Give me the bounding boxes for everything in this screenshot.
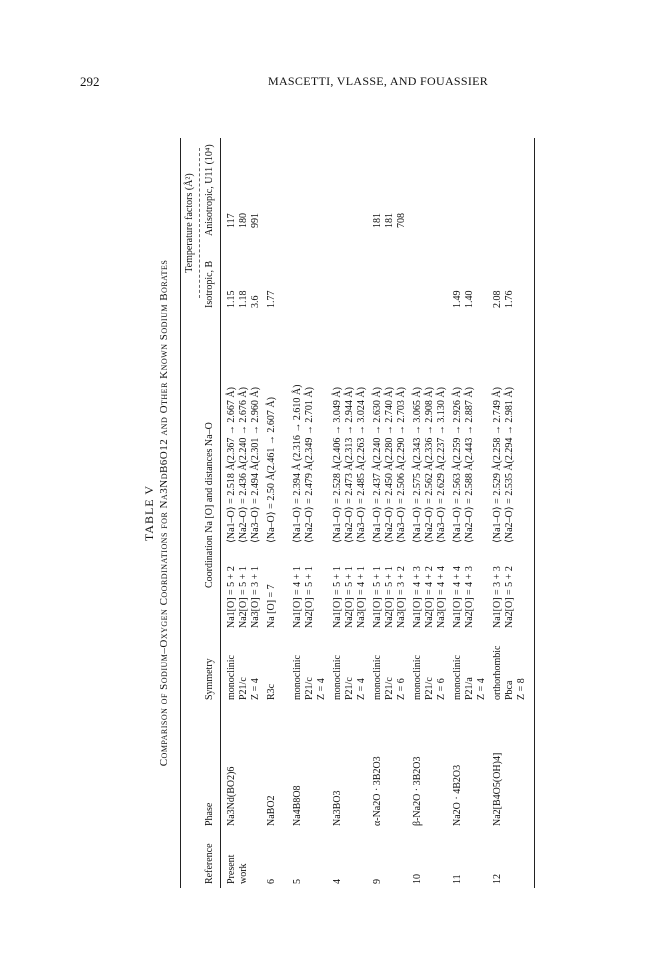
cell-line: Na2[O] = 5 + 1 xyxy=(304,566,315,628)
cell-symmetry xyxy=(372,655,408,700)
cell-line: ⟨Na1–O⟩ = 2.437 Å(2.240 → 2.630 Å) xyxy=(372,387,383,543)
cell-line: 180 xyxy=(238,213,249,228)
cell-line: Na1[O] = 4 + 3 xyxy=(412,566,423,628)
cell-line: work xyxy=(238,863,249,884)
cell-line: monoclinic xyxy=(292,655,303,700)
cell-reference xyxy=(412,874,424,884)
cell-line: ⟨Na3–O⟩ = 2.506 Å(2.290 → 2.703 Å) xyxy=(396,387,407,543)
cell-line: Na2[O] = 4 + 2 xyxy=(424,566,435,628)
cell-line: Z = 4 xyxy=(356,678,367,700)
cell-line: 991 xyxy=(250,213,261,228)
cell-line: monoclinic xyxy=(452,655,463,700)
cell-coordination xyxy=(332,566,368,628)
cell-line: ⟨Na1–O⟩ = 2.529 Å(2.258 → 2.749 Å) xyxy=(492,387,503,543)
cell-line: 1.40 xyxy=(464,290,475,308)
cell-symmetry xyxy=(226,655,262,700)
cell-line: Na1[O] = 4 + 1 xyxy=(292,566,303,628)
table-label: TABLE V xyxy=(142,484,156,542)
rotated-table xyxy=(142,138,542,888)
page-header xyxy=(0,0,672,110)
cell-line: β-Na2O · 3B2O3 xyxy=(412,756,423,826)
cell-phase xyxy=(372,756,384,826)
cell-coordination xyxy=(226,566,262,628)
cell-line: ⟨Na3–O⟩ = 2.494 Å(2.301 → 2.960 Å) xyxy=(250,387,261,543)
cell-reference xyxy=(226,855,250,884)
cell-distances xyxy=(332,387,368,543)
cell-line: monoclinic xyxy=(332,655,343,700)
cell-line: ⟨Na3–O⟩ = 2.485 Å(2.263 → 3.024 Å) xyxy=(356,387,367,543)
cell-line: monoclinic xyxy=(226,655,237,700)
cell-isotropic xyxy=(266,291,278,309)
cell-phase xyxy=(266,795,278,826)
cell-line: Na3[O] = 3 + 2 xyxy=(396,566,407,628)
cell-line: 117 xyxy=(226,213,237,228)
cell-symmetry xyxy=(292,655,328,700)
cell-line: Na4B8O8 xyxy=(292,785,303,826)
col-reference: Reference xyxy=(204,843,215,884)
cell-line: Na2[O] = 5 + 1 xyxy=(238,566,249,628)
cell-line: 5 xyxy=(292,879,303,884)
cell-distances xyxy=(452,387,476,543)
cell-line: ⟨Na2–O⟩ = 2.562 Å(2.336 → 2.908 Å) xyxy=(424,387,435,543)
cell-line: 1.77 xyxy=(266,290,277,308)
cell-isotropic xyxy=(226,291,262,309)
cell-line: ⟨Na2–O⟩ = 2.473 Å(2.313 → 2.944 Å) xyxy=(344,387,355,543)
cell-line: P21/a xyxy=(464,677,475,700)
cell-line: ⟨Na–O⟩ = 2.50 Å(2.461 → 2.607 Å) xyxy=(266,397,277,543)
cell-phase xyxy=(452,765,464,826)
cell-reference xyxy=(292,879,304,884)
cell-line: Na1[O] = 5 + 1 xyxy=(372,566,383,628)
cell-isotropic xyxy=(452,291,476,309)
cell-coordination xyxy=(266,584,278,628)
cell-line: Present xyxy=(226,854,237,884)
cell-line: 1.49 xyxy=(452,290,463,308)
cell-reference xyxy=(452,874,464,884)
cell-line: 1.18 xyxy=(238,290,249,308)
cell-line: P21/c xyxy=(238,677,249,700)
col-coordination: Coordination Na [O] and distances Na–O xyxy=(204,422,215,588)
cell-line: Z = 4 xyxy=(250,678,261,700)
cell-line: ⟨Na1–O⟩ = 2.394 Å (2.316 → 2.610 Å) xyxy=(292,384,303,543)
cell-coordination xyxy=(372,566,408,628)
cell-phase xyxy=(292,785,304,826)
col-phase: Phase xyxy=(204,802,215,826)
cell-line: 2.08 xyxy=(492,290,503,308)
table-top-rule xyxy=(180,138,181,888)
cell-anisotropic xyxy=(226,213,262,228)
cell-line: 181 xyxy=(384,213,395,228)
cell-line: orthorhombic xyxy=(492,645,503,700)
cell-line: P21/c xyxy=(384,677,395,700)
cell-line: α-Na2O · 3B2O3 xyxy=(372,756,383,826)
cell-line: Z = 4 xyxy=(316,678,327,700)
cell-line: 181 xyxy=(372,213,383,228)
cell-line: monoclinic xyxy=(372,655,383,700)
cell-line: P21/c xyxy=(344,677,355,700)
table-bottom-rule xyxy=(534,138,535,888)
cell-line: ⟨Na2–O⟩ = 2.450 Å(2.280 → 2.740 Å) xyxy=(384,387,395,543)
cell-line: R3c xyxy=(266,683,277,700)
cell-line: Na2[B4O5(OH)4] xyxy=(492,752,503,826)
cell-distances xyxy=(372,387,408,543)
cell-isotropic xyxy=(492,291,516,309)
cell-line: Z = 4 xyxy=(476,678,487,700)
cell-line: 1.15 xyxy=(226,290,237,308)
cell-coordination xyxy=(412,566,448,628)
cell-symmetry xyxy=(412,655,448,700)
temperature-factors-header: Temperature factors (Å²) xyxy=(184,173,195,273)
running-head: MASCETTI, VLASSE, AND FOUASSIER xyxy=(268,74,489,88)
cell-line: ⟨Na1–O⟩ = 2.518 Å(2.367 → 2.667 Å) xyxy=(226,387,237,543)
cell-line: P21/c xyxy=(424,677,435,700)
cell-line: ⟨Na1–O⟩ = 2.575 Å(2.343 → 3.065 Å) xyxy=(412,387,423,543)
cell-coordination xyxy=(292,566,316,628)
cell-line: ⟨Na3–O⟩ = 2.629 Å(2.237 → 3.130 Å) xyxy=(436,387,447,543)
cell-distances xyxy=(292,385,316,543)
cell-line: Z = 8 xyxy=(516,678,527,700)
cell-line: 3.6 xyxy=(250,295,261,308)
table-caption: Comparison of Sodium–Oxygen Coordinations for Na3NdB6O12 and Other Known Sodium Borates xyxy=(158,259,170,767)
cell-distances xyxy=(266,397,278,543)
cell-phase xyxy=(412,756,424,826)
cell-coordination xyxy=(492,566,516,628)
cell-symmetry xyxy=(332,655,368,700)
cell-line: Na3[O] = 4 + 4 xyxy=(436,566,447,628)
cell-distances xyxy=(226,387,262,543)
cell-symmetry xyxy=(266,684,278,700)
cell-phase xyxy=(492,753,504,826)
cell-reference xyxy=(492,874,504,884)
cell-line: ⟨Na2–O⟩ = 2.479 Å(2.349 → 2.701 Å) xyxy=(304,387,315,543)
cell-line: Na1[O] = 5 + 1 xyxy=(332,566,343,628)
cell-line: Na3Nd(BO2)6 xyxy=(226,766,237,826)
cell-reference xyxy=(266,879,278,884)
cell-line: 4 xyxy=(332,879,343,884)
col-isotropic: Isotropic, B xyxy=(204,260,215,308)
cell-line: Na2O · 4B2O3 xyxy=(452,764,463,826)
table-header-rule xyxy=(220,138,221,888)
cell-distances xyxy=(412,387,448,543)
cell-line: Na2[O] = 4 + 3 xyxy=(464,566,475,628)
cell-line: Z = 6 xyxy=(396,678,407,700)
cell-line: Pbca xyxy=(504,680,515,700)
cell-line: P21/c xyxy=(304,677,315,700)
cell-line: Na1[O] = 3 + 3 xyxy=(492,566,503,628)
cell-phase xyxy=(332,790,344,826)
cell-line: ⟨Na1–O⟩ = 2.528 Å(2.406 → 3.049 Å) xyxy=(332,387,343,543)
cell-line: Na3[O] = 3 + 1 xyxy=(250,566,261,628)
cell-line: Na2[O] = 5 + 2 xyxy=(504,566,515,628)
cell-line: Na1[O] = 5 + 2 xyxy=(226,566,237,628)
cell-reference xyxy=(372,879,384,884)
cell-line: 9 xyxy=(372,879,383,884)
cell-line: Na2[O] = 5 + 1 xyxy=(384,566,395,628)
cell-reference xyxy=(332,879,344,884)
cell-phase xyxy=(226,767,238,826)
page-number: 292 xyxy=(80,74,100,89)
cell-line: monoclinic xyxy=(412,655,423,700)
cell-line: ⟨Na2–O⟩ = 2.588 Å(2.443 → 2.887 Å) xyxy=(464,387,475,543)
cell-line: Na [O] = 7 xyxy=(266,584,277,628)
cell-line: 6 xyxy=(266,879,277,884)
cell-line: NaBO2 xyxy=(266,795,277,826)
cell-line: 1.76 xyxy=(504,290,515,308)
col-anisotropic: Anisotropic, U11 (10⁴) xyxy=(204,144,215,236)
cell-line: ⟨Na2–O⟩ = 2.436 Å(2.240 → 2.676 Å) xyxy=(238,387,249,543)
cell-line: Na3[O] = 4 + 1 xyxy=(356,566,367,628)
col-symmetry: Symmetry xyxy=(204,658,215,700)
cell-line: Na2[O] = 5 + 1 xyxy=(344,566,355,628)
cell-line: Z = 6 xyxy=(436,678,447,700)
cell-symmetry xyxy=(492,646,528,700)
cell-line: 11 xyxy=(452,874,463,884)
cell-distances xyxy=(492,387,516,543)
cell-line: 12 xyxy=(492,874,503,884)
cell-line: 10 xyxy=(412,874,423,884)
cell-coordination xyxy=(452,566,476,628)
cell-line: Na1[O] = 4 + 4 xyxy=(452,566,463,628)
cell-anisotropic xyxy=(372,213,408,228)
cell-line: ⟨Na1–O⟩ = 2.563 Å(2.259 → 2.926 Å) xyxy=(452,387,463,543)
cell-line: Na3BO3 xyxy=(332,790,343,826)
cell-line: ⟨Na2–O⟩ = 2.535 Å(2.294 → 2.981 Å) xyxy=(504,387,515,543)
cell-line: 708 xyxy=(396,213,407,228)
temperature-header-rule xyxy=(199,148,200,298)
cell-symmetry xyxy=(452,655,488,700)
